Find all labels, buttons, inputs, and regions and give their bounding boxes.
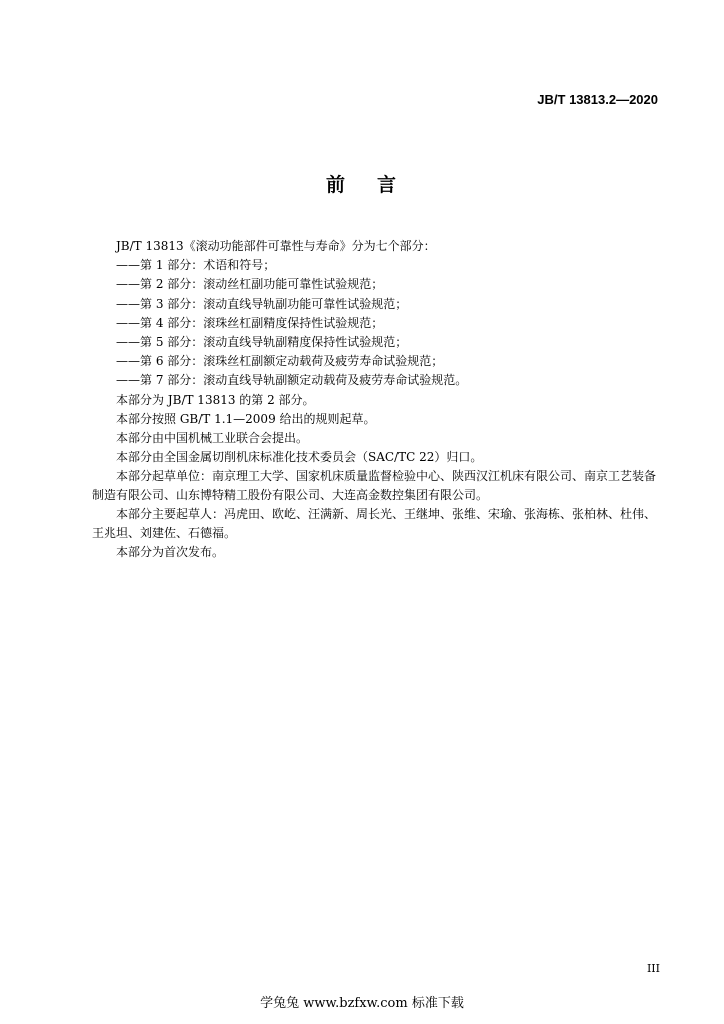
paragraph-drafting-rules: 本部分按照 GB/T 1.1—2009 给出的规则起草。: [116, 411, 376, 426]
list-item-part-2: ——第 2 部分：滚动丝杠副功能可靠性试验规范；: [116, 277, 384, 292]
paragraph-committee: 本部分由全国金属切削机床标准化技术委员会（SAC/TC 22）归口。: [116, 450, 483, 465]
list-item-part-3: ——第 3 部分：滚动直线导轨副功能可靠性试验规范；: [116, 296, 408, 311]
title-char-2: 言: [377, 174, 399, 196]
list-item-part-1: ——第 1 部分：术语和符号；: [116, 258, 276, 273]
title-char-1: 前: [325, 174, 347, 196]
list-item-part-6: ——第 6 部分：滚珠丝杠副额定动载荷及疲劳寿命试验规范；: [116, 354, 444, 369]
standard-number: JB/T 13813.2—2020: [537, 92, 658, 107]
paragraph-drafting-units: 本部分起草单位：南京理工大学、国家机床质量监督检验中心、陕西汉江机床有限公司、南京工艺装备制造有限公司、山东博特精工股份有限公司、大连高金数控集团有限公司。: [92, 469, 657, 503]
page-number: III: [646, 962, 660, 975]
page-title: [0, 170, 724, 197]
foreword-body: [92, 237, 662, 563]
paragraph-part-statement: 本部分为 JB/T 13813 的第 2 部分。: [116, 392, 315, 407]
list-item-part-7: ——第 7 部分：滚动直线导轨副额定动载荷及疲劳寿命试验规范。: [116, 373, 468, 388]
paragraph-intro: JB/T 13813《滚动功能部件可靠性与寿命》分为七个部分：: [116, 239, 436, 253]
list-item-part-4: ——第 4 部分：滚珠丝杠副精度保持性试验规范；: [116, 315, 384, 330]
footer-watermark: 学兔兔 www.bzfxw.com 标准下载: [260, 996, 464, 1011]
list-item-part-5: ——第 5 部分：滚动直线导轨副精度保持性试验规范；: [116, 335, 408, 350]
paragraph-first-release: 本部分为首次发布。: [116, 545, 225, 560]
paragraph-drafters: 本部分主要起草人：冯虎田、欧屹、汪满新、周长光、王继坤、张维、宋瑜、张海栋、张柏林、杜伟、王兆坦、刘建佐、石德福。: [92, 507, 657, 541]
paragraph-proposer: 本部分由中国机械工业联合会提出。: [116, 431, 309, 446]
